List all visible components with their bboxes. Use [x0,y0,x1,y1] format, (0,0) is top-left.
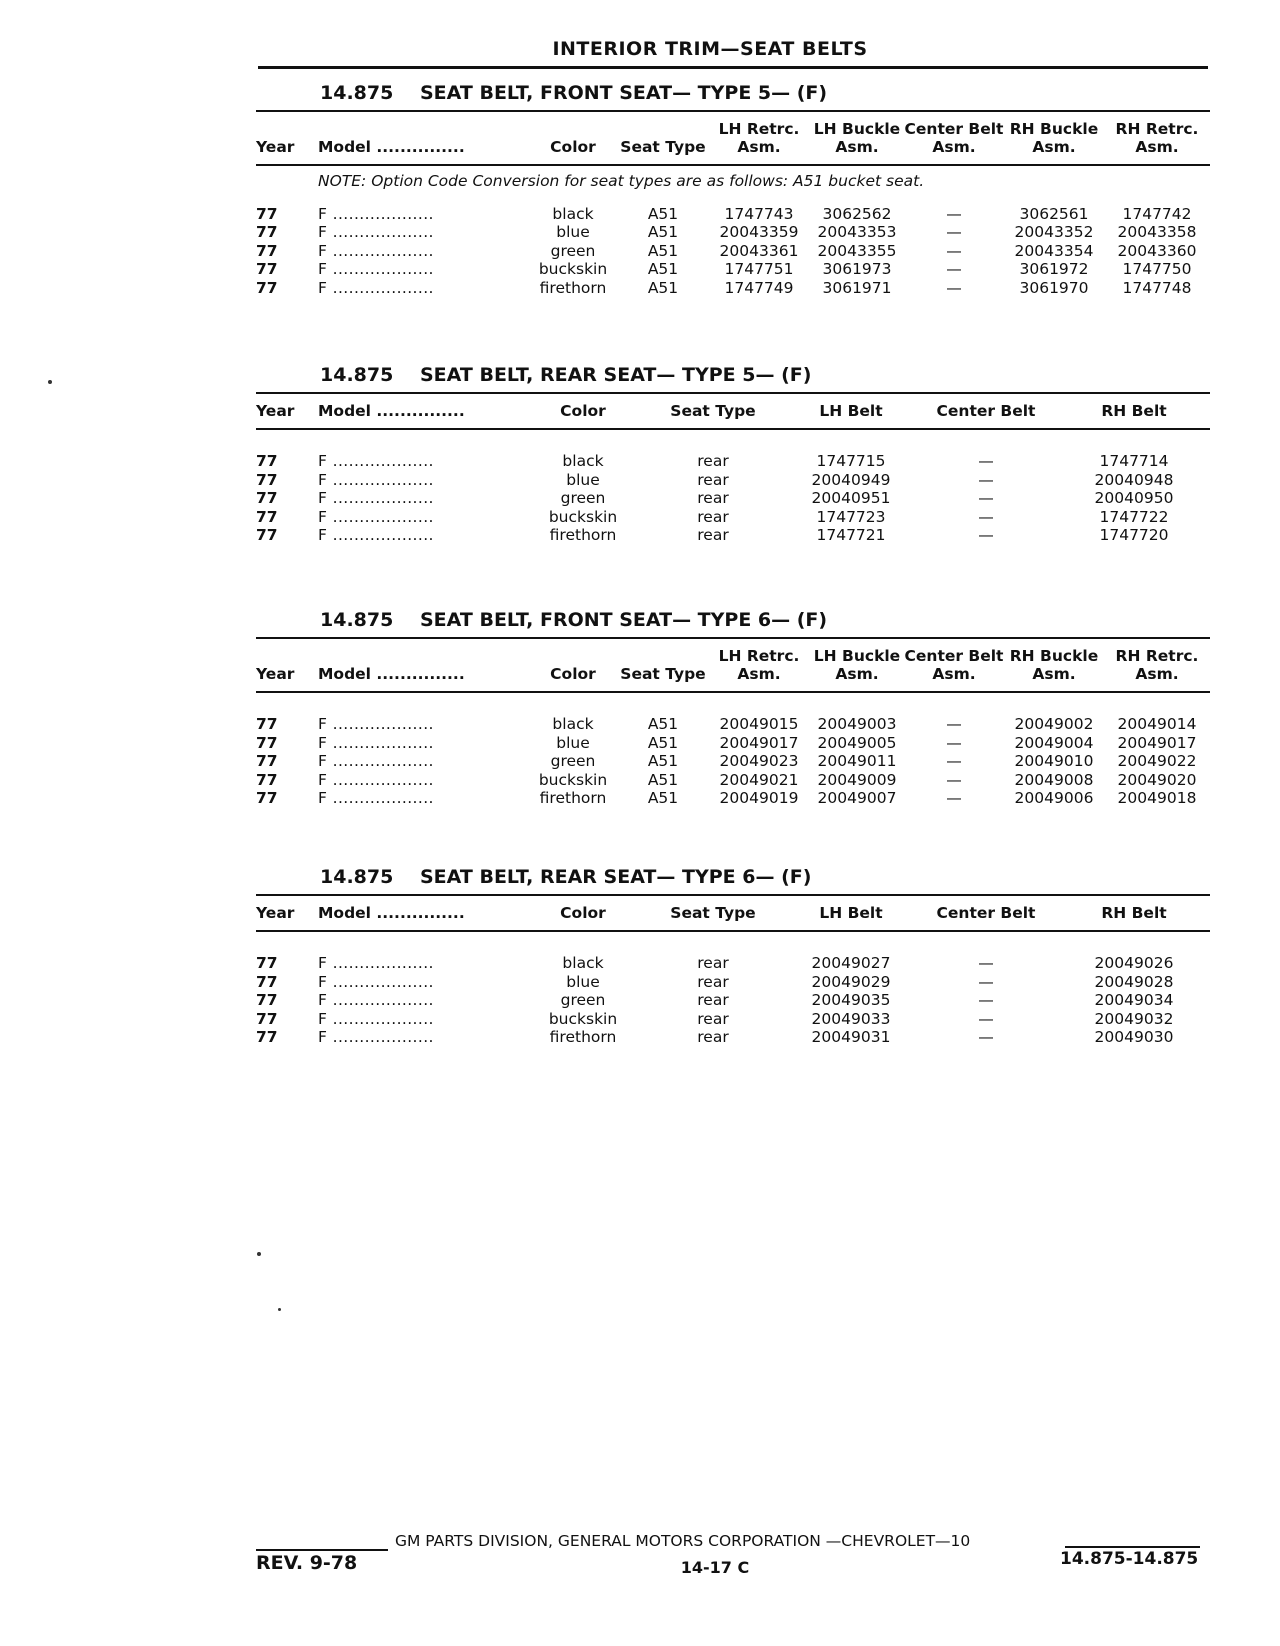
model-cell: F ................... [318,452,434,470]
model-cell: F ................... [318,489,434,508]
part-cell: A51 [647,752,679,771]
header-rule [258,66,1208,69]
column-header: RH Belt [1058,393,1210,429]
part-cell: 20049009 [817,770,897,789]
part-cell: A51 [647,260,679,279]
scan-dot [48,380,52,384]
part-cell: — [978,526,994,545]
part-cell: 20043360 [1117,241,1197,260]
part-cell: — [946,204,962,223]
table-body [256,931,1210,1047]
table-row [256,991,1210,1010]
part-cell: A51 [647,770,679,789]
part-cell: 20049030 [1094,1028,1174,1047]
footer-range: 14.875-14.875 [1060,1549,1199,1569]
year-cell: 77 [256,789,278,808]
table-row [256,973,1210,992]
table-row [256,452,1210,471]
part-cell: 3061972 [1019,260,1089,279]
part-cell: — [946,752,962,771]
part-cell: 20049018 [1117,789,1197,808]
part-cell: 20040948 [1094,470,1174,489]
part-cell: 20049028 [1094,972,1174,991]
column-header: RH Belt [1058,895,1210,931]
part-cell: 3062561 [1019,204,1089,223]
spacer-row [256,429,1210,452]
part-cell: A51 [647,715,679,733]
color-cell: black [562,452,604,470]
part-cell: 20049032 [1094,1009,1174,1028]
part-cell: 3061971 [822,278,892,297]
model-cell: F ................... [318,715,434,733]
column-header: Model ............... [318,393,528,429]
part-cell: 20049003 [817,715,897,733]
part-cell: — [946,789,962,808]
color-cell: buckskin [538,770,608,789]
model-cell: F ................... [318,1009,434,1028]
spacer-cell [256,692,1210,715]
part-cell: A51 [647,241,679,260]
section-heading: SEAT BELT, FRONT SEAT— TYPE 5— (F) [420,82,828,104]
section-title [320,605,1210,637]
year-cell: 77 [256,1028,278,1047]
table-row [256,223,1210,242]
part-cell: 1747743 [724,204,794,223]
part-cell: rear [697,1028,729,1047]
model-cell: F ................... [318,789,434,808]
table-body [256,165,1210,298]
table-row [256,771,1210,790]
model-cell: F ................... [318,770,434,789]
column-header: Seat Type [618,638,708,692]
column-header: LH Retrc. Asm. [708,111,810,165]
part-cell: 20049022 [1117,752,1197,771]
part-cell: 3061970 [1019,278,1089,297]
section-number: 14.875 [320,364,394,386]
part-cell: — [978,470,994,489]
year-cell: 77 [256,752,278,771]
part-cell: 20049005 [817,733,897,752]
part-cell: — [946,278,962,297]
table-row [256,489,1210,508]
column-header: Color [528,638,618,692]
part-cell: 20049019 [719,789,799,808]
part-cell: — [946,715,962,733]
part-cell: A51 [647,789,679,808]
part-cell: — [946,241,962,260]
year-cell: 77 [256,715,278,733]
year-cell: 77 [256,278,278,297]
model-cell: F ................... [318,223,434,242]
year-cell: 77 [256,1009,278,1028]
footer-page-code: 14-17 C [680,1558,750,1577]
table-row [256,954,1210,973]
section-number: 14.875 [320,82,394,104]
table-row [256,789,1210,808]
column-header: Center Belt Asm. [904,111,1004,165]
parts-table [256,637,1210,808]
part-cell: — [946,770,962,789]
part-cell: 20043353 [817,223,897,242]
year-cell: 77 [256,489,278,508]
part-cell: — [946,733,962,752]
color-cell: buckskin [548,1009,618,1028]
column-header: Seat Type [638,895,788,931]
color-cell: buckskin [538,260,608,279]
table-row [256,734,1210,753]
column-header: LH Buckle Asm. [810,638,904,692]
part-cell: rear [697,452,729,470]
part-cell: 1747721 [816,526,886,545]
part-cell: — [978,1009,994,1028]
column-header: Center Belt [914,895,1058,931]
color-cell: buckskin [548,507,618,526]
part-cell: A51 [647,733,679,752]
model-cell: F ................... [318,1028,434,1047]
column-header: LH Belt [788,895,914,931]
part-cell: 20040949 [811,470,891,489]
option-code-note: NOTE: Option Code Conversion for seat types are as follows: A51 bucket seat. [318,172,925,190]
part-cell: 1747750 [1122,260,1192,279]
table-row [256,526,1210,545]
column-header: Model ............... [318,638,528,692]
part-cell: 1747742 [1122,204,1192,223]
section-title [320,360,1210,392]
column-header: Year [256,393,318,429]
part-cell: 20043361 [719,241,799,260]
model-cell: F ................... [318,752,434,771]
section-heading: SEAT BELT, REAR SEAT— TYPE 6— (F) [420,866,812,888]
table-row [256,752,1210,771]
part-cell: — [978,972,994,991]
part-cell: rear [697,470,729,489]
part-cell: rear [697,991,729,1010]
part-cell: 20040951 [811,489,891,508]
column-header: Year [256,111,318,165]
column-header: Seat Type [618,111,708,165]
section-heading: SEAT BELT, REAR SEAT— TYPE 5— (F) [420,364,812,386]
model-cell: F ................... [318,526,434,545]
column-header: Color [528,393,638,429]
model-cell: F ................... [318,954,434,972]
note-row [256,165,1210,205]
column-header: Center Belt Asm. [904,638,1004,692]
part-cell: 1747748 [1122,278,1192,297]
part-cell: 20043352 [1014,223,1094,242]
column-header: Year [256,638,318,692]
column-header: LH Belt [788,393,914,429]
footer-publisher: GM PARTS DIVISION, GENERAL MOTORS CORPORATION —CHEVROLET—10 [395,1532,971,1550]
section-title [320,78,1210,110]
part-cell: 1747749 [724,278,794,297]
part-cell: — [946,223,962,242]
part-cell: 20049020 [1117,770,1197,789]
part-cell: 20040950 [1094,489,1174,508]
column-header: Seat Type [638,393,788,429]
part-cell: — [978,991,994,1010]
year-cell: 77 [256,733,278,752]
part-cell: 20049015 [719,715,799,733]
model-cell: F ................... [318,241,434,260]
section-title [320,862,1210,894]
scan-dot [257,1252,261,1256]
part-cell: 20049008 [1014,770,1094,789]
part-cell: 1747720 [1099,526,1169,545]
footer-rule-right [1065,1546,1200,1548]
column-header: LH Buckle Asm. [810,111,904,165]
color-cell: green [560,489,606,508]
part-cell: 20049023 [719,752,799,771]
column-header: Model ............... [318,111,528,165]
table-row [256,260,1210,279]
part-cell: 20049017 [719,733,799,752]
section-rear-type5 [256,360,1210,545]
table-header-row [256,393,1210,429]
part-cell: 3062562 [822,204,892,223]
year-cell: 77 [256,452,278,470]
spacer-cell [256,429,1210,452]
model-cell: F ................... [318,470,434,489]
year-cell: 77 [256,770,278,789]
part-cell: 1747722 [1099,507,1169,526]
part-cell: 3061973 [822,260,892,279]
color-cell: green [550,241,596,260]
year-cell: 77 [256,204,278,223]
part-cell: — [978,452,994,470]
part-cell: 1747751 [724,260,794,279]
model-cell: F ................... [318,260,434,279]
column-header: RH Retrc. Asm. [1104,111,1210,165]
column-header: Center Belt [914,393,1058,429]
page-title: INTERIOR TRIM—SEAT BELTS [552,38,868,60]
table-body [256,429,1210,545]
table-row [256,205,1210,224]
part-cell: 20049021 [719,770,799,789]
part-cell: 20049033 [811,1009,891,1028]
model-cell: F ................... [318,204,434,223]
model-cell: F ................... [318,991,434,1010]
part-cell: rear [697,507,729,526]
column-header: Model ............... [318,895,528,931]
part-cell: 20043358 [1117,223,1197,242]
column-header: RH Retrc. Asm. [1104,638,1210,692]
part-cell: rear [697,954,729,972]
year-cell: 77 [256,260,278,279]
model-cell: F ................... [318,733,434,752]
footer-revision: REV. 9-78 [256,1552,358,1574]
column-header: LH Retrc. Asm. [708,638,810,692]
year-cell: 77 [256,954,278,972]
parts-table [256,392,1210,545]
column-header: Color [528,111,618,165]
part-cell: — [946,260,962,279]
part-cell: 20049034 [1094,991,1174,1010]
table-row [256,279,1210,298]
part-cell: A51 [647,278,679,297]
table-header-row [256,638,1210,692]
footer-rule-left [256,1549,388,1551]
year-cell: 77 [256,991,278,1010]
part-cell: 20049007 [817,789,897,808]
part-cell: rear [697,526,729,545]
table-body [256,692,1210,808]
part-cell: 20049010 [1014,752,1094,771]
color-cell: firethorn [539,789,607,808]
part-cell: A51 [647,223,679,242]
part-cell: 20049027 [811,954,891,972]
color-cell: black [562,954,604,972]
table-row [256,1010,1210,1029]
table-header-row [256,895,1210,931]
part-cell: A51 [647,204,679,223]
column-header: Year [256,895,318,931]
part-cell: 20049029 [811,972,891,991]
part-cell: 20049004 [1014,733,1094,752]
section-rear-type6 [256,862,1210,1047]
color-cell: black [552,204,594,223]
part-cell: 20049011 [817,752,897,771]
color-cell: blue [566,470,600,489]
part-cell: 20043359 [719,223,799,242]
section-number: 14.875 [320,609,394,631]
part-cell: 20049026 [1094,954,1174,972]
year-cell: 77 [256,507,278,526]
table-row [256,242,1210,261]
part-cell: 20049014 [1117,715,1197,733]
section-front-type5 [256,78,1210,298]
part-cell: rear [697,489,729,508]
model-cell: F ................... [318,278,434,297]
parts-table [256,110,1210,298]
color-cell: firethorn [549,1028,617,1047]
color-cell: firethorn [539,278,607,297]
part-cell: rear [697,1009,729,1028]
table-row [256,508,1210,527]
part-cell: 20043355 [817,241,897,260]
part-cell: 1747714 [1099,452,1169,470]
part-cell: 20049002 [1014,715,1094,733]
part-cell: 20049031 [811,1028,891,1047]
spacer-row [256,692,1210,715]
part-cell: — [978,489,994,508]
color-cell: green [560,991,606,1010]
part-cell: 20049035 [811,991,891,1010]
color-cell: firethorn [549,526,617,545]
table-header-row [256,111,1210,165]
part-cell: — [978,954,994,972]
column-header: Color [528,895,638,931]
part-cell: 20049017 [1117,733,1197,752]
parts-table [256,894,1210,1047]
color-cell: green [550,752,596,771]
table-row [256,471,1210,490]
part-cell: 20043354 [1014,241,1094,260]
model-cell: F ................... [318,507,434,526]
scan-dot [278,1308,281,1311]
part-cell: 1747723 [816,507,886,526]
color-cell: blue [556,733,590,752]
year-cell: 77 [256,470,278,489]
spacer-row [256,931,1210,954]
table-row [256,715,1210,734]
color-cell: blue [556,223,590,242]
section-front-type6 [256,605,1210,808]
section-number: 14.875 [320,866,394,888]
color-cell: blue [566,972,600,991]
part-cell: — [978,507,994,526]
part-cell: — [978,1028,994,1047]
part-cell: rear [697,972,729,991]
year-cell: 77 [256,241,278,260]
year-cell: 77 [256,972,278,991]
year-cell: 77 [256,526,278,545]
column-header: RH Buckle Asm. [1004,111,1104,165]
column-header: RH Buckle Asm. [1004,638,1104,692]
section-heading: SEAT BELT, FRONT SEAT— TYPE 6— (F) [420,609,828,631]
part-cell: 1747715 [816,452,886,470]
table-row [256,1028,1210,1047]
spacer-cell [256,931,1210,954]
part-cell: 20049006 [1014,789,1094,808]
color-cell: black [552,715,594,733]
model-cell: F ................... [318,972,434,991]
year-cell: 77 [256,223,278,242]
